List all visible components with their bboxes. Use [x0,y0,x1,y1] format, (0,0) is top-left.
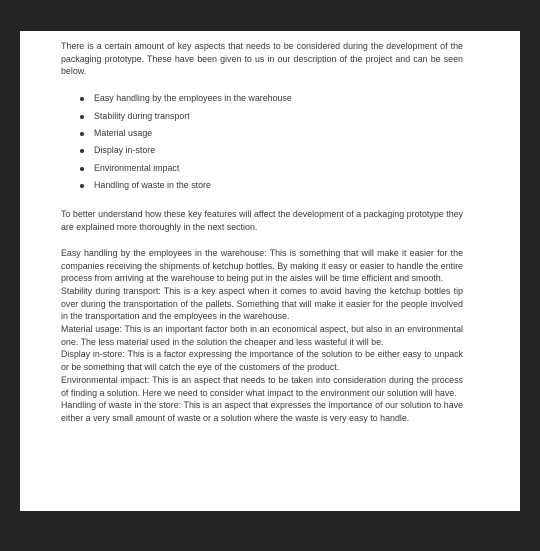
document-page [20,31,520,511]
detail-paragraph: Material usage: This is an important factor both in an economical aspect, but also in an environmental one. The less material used in the solution the cheaper and less wasteful it will be. [61,324,463,347]
detail-paragraph: Display in-store: This is a factor expressing the importance of the solution to be either easy to unpack or be something that will catch the eye of the customers of the product. [61,349,463,373]
bridge-paragraph: To better understand how these key features will affect the development of a packaging prototype they are explained more thoroughly in the next section. [61,209,463,233]
list-item: Stability during transport [94,108,463,125]
detail-paragraph: Easy handling by the employees in the warehouse: This is something that will make it easier for the companies receiving the shipments of ketchup bottles. By making it easy or easier to handle the entire process from arriving at the warehouse to being put in the aisles will be time efficient and smooth. [61,247,463,284]
list-item: Material usage [94,125,463,142]
list-item: Environmental impact [94,160,463,177]
list-item: Handling of waste in the store [94,177,463,194]
intro-paragraph: There is a certain amount of key aspects that needs to be considered during the development of the packaging prototype. These have been given to us in our description of the project and can be seen below. [61,41,463,77]
detail-paragraph: Stability during transport: This is a key aspect when it comes to avoid having the ketchup bottles tip over during the transportation of the pallets. Something that will make it easier for the people involved in the transportation and the employees in the warehouse. [61,285,463,322]
list-item: Display in-store [94,142,463,159]
list-item: Easy handling by the employees in the warehouse [94,90,463,107]
detail-paragraph: Environmental impact: This is an aspect that needs to be taken into consideration during the process of finding a solution. Here we need to consider what impact to the environment our solution will have. [61,374,463,398]
detail-paragraph: Handling of waste in the store: This is an aspect that expresses the importance of our solution to have either a very small amount of waste or a solution where the waste is very easy to handle. [61,400,463,423]
key-aspects-list [61,90,463,194]
